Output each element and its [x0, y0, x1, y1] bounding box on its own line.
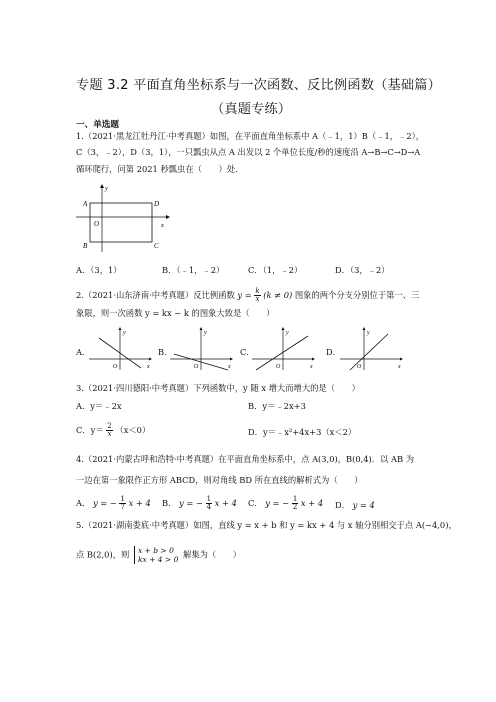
- q1-rectangle: [90, 203, 152, 242]
- q4-option-a-post: x + 4: [128, 498, 151, 508]
- q4-option-c-num: 1: [292, 495, 298, 503]
- q5-line1: 5.（2021·湖南娄底·中考真题）如图，直线 y = x + b 和 y = kx + 4 与 x 轴分别相交于点 A(−4,0)，: [76, 520, 457, 530]
- q3-option-c-num: 2: [107, 422, 112, 430]
- q4-option-a-num: 1: [120, 495, 125, 503]
- q4-option-b-fraction: [206, 496, 212, 511]
- q3-option-b: B．y＝﹣2x+3: [248, 401, 306, 411]
- q2a-x-arrow: [149, 358, 152, 361]
- q2-graph-a: [87, 326, 155, 372]
- q2d-x-arrow: [400, 358, 403, 361]
- q2d-x-label: x: [398, 364, 401, 370]
- q1-y-arrow: [100, 184, 104, 188]
- q4-option-b-post: x + 4: [214, 498, 237, 508]
- q1-line3: 循环爬行，问第 2021 秒瓢虫在（ ）处．: [76, 164, 244, 174]
- q2-option-d-letter: D．: [326, 347, 341, 357]
- q4-option-b: [162, 496, 237, 511]
- q2c-y-label: y: [286, 330, 289, 336]
- q2b-origin: O: [194, 364, 199, 370]
- q4-option-a: [76, 496, 151, 511]
- q1-figure: [74, 182, 174, 254]
- q2-graph-d: [338, 326, 406, 372]
- q2c-x-arrow: [312, 358, 315, 361]
- q3-option-c-cond: （x＜0）: [115, 425, 151, 435]
- q3-option-d: D．y＝﹣x²+4x+3（x＜2）: [248, 427, 357, 437]
- q5-inequality-system: [134, 546, 178, 564]
- q1-option-c: C．（1，﹣2）: [248, 265, 303, 275]
- q1-line2: C（3，﹣2），D（3，1），一只瓢虫从点 A 出发以 2 个单位长度/秒的速度沿 A→B→C→D→A: [76, 147, 421, 157]
- q2-line1-b: 图象的两个分支分别位于第一、三: [294, 290, 420, 300]
- q2-func-lhs: y =: [237, 290, 252, 300]
- q2b-x-arrow: [230, 358, 233, 361]
- q1-label-y: y: [105, 185, 108, 192]
- q2-func-cond: (k ≠ 0): [263, 290, 293, 300]
- q2-option-b-letter: B．: [158, 347, 173, 357]
- q3-option-c-den: x: [107, 430, 112, 438]
- q4-option-a-letter: A．: [76, 498, 91, 508]
- q2c-origin: O: [276, 364, 281, 370]
- q1-label-b: B: [83, 242, 88, 250]
- q3-option-c-fraction: [106, 423, 112, 438]
- q1-label-x: x: [161, 222, 164, 229]
- q2-line1-a: 2.（2021·山东济南·中考真题）反比例函数: [76, 290, 235, 300]
- q4-option-d-letter: D．: [335, 500, 350, 510]
- q2d-y-arrow: [363, 327, 366, 330]
- q1-option-a: A．（3，1）: [76, 265, 122, 275]
- q2a-origin: O: [113, 364, 118, 370]
- q3-option-c: [76, 423, 150, 438]
- q2b-y-label: y: [204, 330, 207, 336]
- section-heading: 一、单选题: [76, 120, 119, 130]
- q5-line2: [76, 546, 241, 564]
- q4-option-b-den: 4: [206, 503, 212, 511]
- q1-label-origin: O: [94, 220, 100, 228]
- q5-line2-a: 点 B(2,0)，则: [76, 549, 130, 560]
- q4-option-c-post: x + 4: [300, 498, 324, 508]
- q4-option-c: [248, 496, 323, 511]
- q2d-line: [350, 334, 388, 370]
- q2-func-fraction: [254, 288, 260, 303]
- q4-option-a-pre: y = −: [92, 498, 117, 508]
- q4-option-c-fraction: [292, 496, 298, 511]
- q4-option-c-pre: y = −: [265, 498, 290, 508]
- q1-x-arrow: [166, 215, 170, 219]
- q2-option-a-letter: A．: [76, 347, 91, 357]
- q5-inequality-1: x + b > 0: [137, 546, 174, 555]
- q4-option-b-num: 1: [206, 495, 212, 503]
- q2b-x-label: x: [228, 364, 231, 370]
- page-subtitle: （真题专练）: [211, 102, 292, 117]
- q2c-y-arrow: [282, 327, 285, 330]
- q2d-y-label: y: [367, 330, 370, 336]
- q1-label-d: D: [154, 200, 160, 208]
- q2a-x-label: x: [147, 364, 150, 370]
- q4-option-d-pre: y = 4: [352, 500, 375, 510]
- q2c-x-label: x: [310, 364, 313, 370]
- q5-line2-b: 解集为（ ）: [183, 549, 242, 560]
- q4-line2: 一边在第一象限作正方形 ABCD，则对角线 BD 所在直线的解析式为（ ）: [76, 475, 363, 485]
- q2-graph-c: [250, 326, 318, 372]
- q4-option-a-den: 7: [120, 503, 125, 511]
- q4-option-c-den: 2: [292, 503, 298, 511]
- q4-option-d: [335, 500, 375, 511]
- q3-line1: 3.（2021·四川德阳·中考真题）下列函数中，y 随 x 增大而增大的是（ ）: [76, 383, 360, 393]
- q3-option-c-prefix: C．y＝: [76, 425, 104, 435]
- q3-option-a: A．y＝﹣2x: [76, 401, 122, 411]
- q2-graph-b: [168, 326, 236, 372]
- q4-option-c-letter: C．: [248, 498, 263, 508]
- q4-option-a-fraction: [119, 496, 125, 511]
- q2c-line: [256, 336, 308, 370]
- q4-option-b-letter: B．: [162, 498, 177, 508]
- q5-inequality-2: kx + 4 > 0: [137, 555, 179, 564]
- q2a-y-arrow: [119, 327, 122, 330]
- q4-option-b-pre: y = −: [179, 498, 203, 508]
- page-title: 专题 3.2 平面直角坐标系与一次函数、反比例函数（基础篇）: [76, 78, 442, 93]
- q2b-y-arrow: [200, 327, 203, 330]
- q4-line1: 4.（2021·内蒙古呼和浩特·中考真题）在平面直角坐标系中，点 A(3,0)，B(0,4)．以 AB 为: [76, 454, 415, 464]
- q2d-origin: O: [357, 364, 362, 370]
- q1-option-b: B．（﹣1，﹣2）: [162, 265, 225, 275]
- q2-func-num: k: [255, 287, 260, 295]
- q2-option-c-letter: C．: [240, 347, 255, 357]
- q2-line2: 象限，则一次函数 y = kx − k 的图象大致是（ ）: [76, 308, 275, 318]
- q1-label-a: A: [83, 200, 88, 208]
- q2-func-den: x: [255, 295, 260, 303]
- q1-option-d: D．（3，﹣2）: [335, 265, 390, 275]
- q1-line1: 1.（2021·黑龙江牡丹江·中考真题）如图，在平面直角坐标系中 A（﹣1，1）B（﹣1，﹣2），: [76, 131, 425, 141]
- q1-label-c: C: [154, 242, 159, 250]
- q2a-y-label: y: [123, 330, 126, 336]
- q2-line1: [76, 288, 419, 303]
